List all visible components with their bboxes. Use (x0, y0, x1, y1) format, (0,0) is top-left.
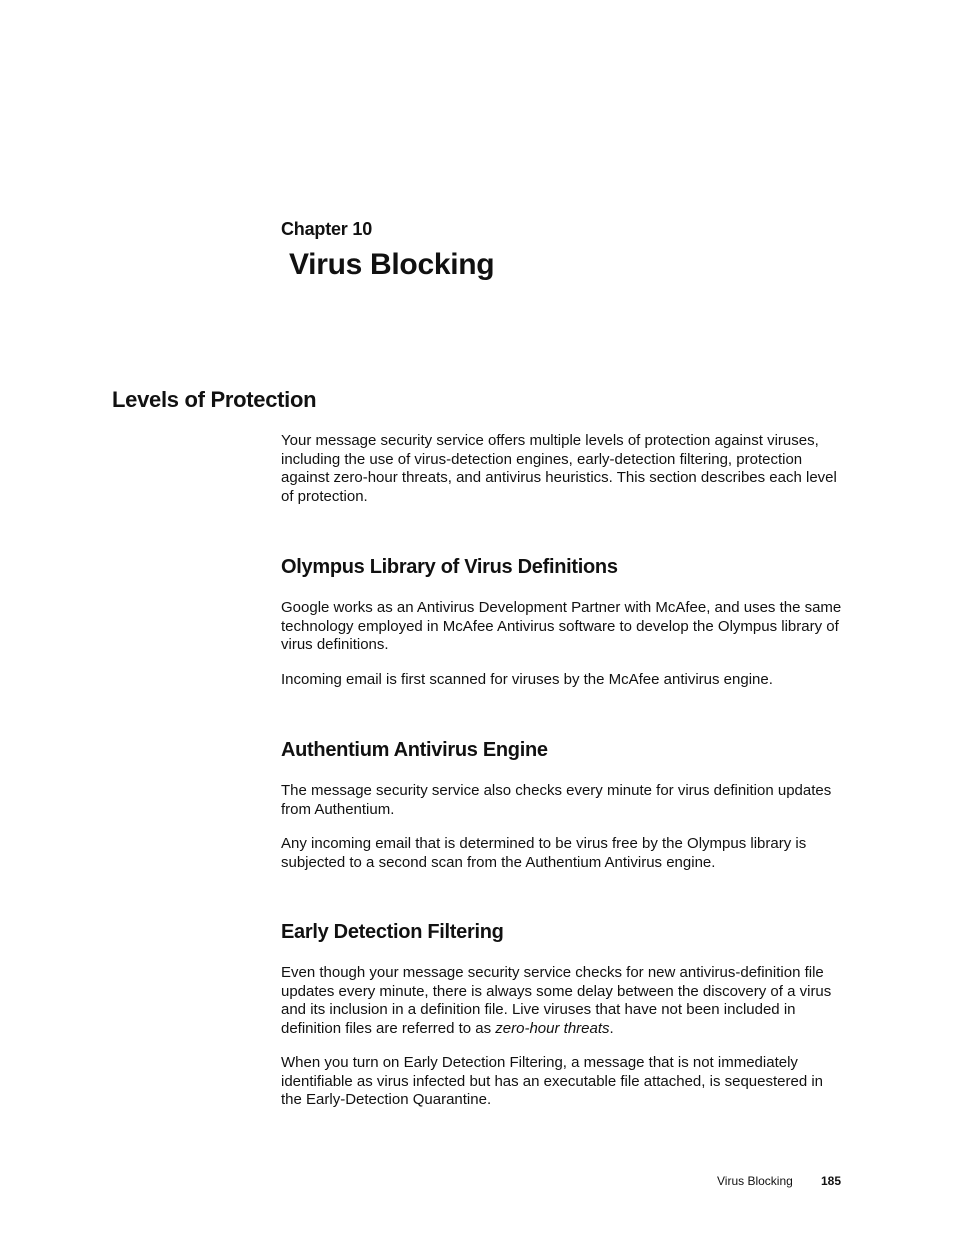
early-detection-text: Even though your message security service checks for new antivirus-definition file updates every minute, there is always some delay between the discovery of a virus and its inclusion in a definition file. Live viruses that have not been included in definition files are referred to as (281, 964, 832, 1038)
early-detection-paragraph-2: When you turn on Early Detection Filtering, a message that is not immediately identifiable as virus infected but has an executable file attached, is sequestered in the Early-Detection Quarantine. (281, 1054, 824, 1109)
chapter-label: Chapter 10 (281, 219, 373, 239)
authentium-paragraph-2: Any incoming email that is determined to be virus free by the Olympus library is subjected to a second scan from the Authentium Antivirus engine. (281, 835, 807, 871)
section-intro-paragraph: Your message security service offers multiple levels of protection against viruses, including the use of virus-detection engines, early-detection filtering, protection against zero-hour threats, and antivirus heuristics. This section describes each level of protection. (281, 432, 837, 506)
subsection-heading-authentium: Authentium Antivirus Engine (281, 739, 548, 761)
footer-page-number: 185 (821, 1174, 842, 1188)
olympus-paragraph-2: Incoming email is first scanned for viruses by the McAfee antivirus engine. (281, 671, 773, 688)
olympus-paragraph-1: Google works as an Antivirus Development Partner with McAfee, and uses the same technology employed in McAfee Antivirus software to develop the Olympus library of virus definitions. (281, 599, 842, 654)
early-detection-paragraph-1 (281, 964, 846, 1039)
section-heading: Levels of Protection (112, 387, 317, 412)
chapter-title: Virus Blocking (289, 248, 495, 281)
authentium-paragraph-1: The message security service also checks every minute for virus definition updates from Authentium. (281, 782, 832, 818)
subsection-heading-olympus: Olympus Library of Virus Definitions (281, 556, 618, 578)
early-detection-period: . (609, 1020, 614, 1038)
footer-chapter-title: Virus Blocking (717, 1174, 793, 1188)
zero-hour-term: zero-hour threats (495, 1020, 610, 1038)
subsection-heading-early-detection: Early Detection Filtering (281, 921, 504, 943)
